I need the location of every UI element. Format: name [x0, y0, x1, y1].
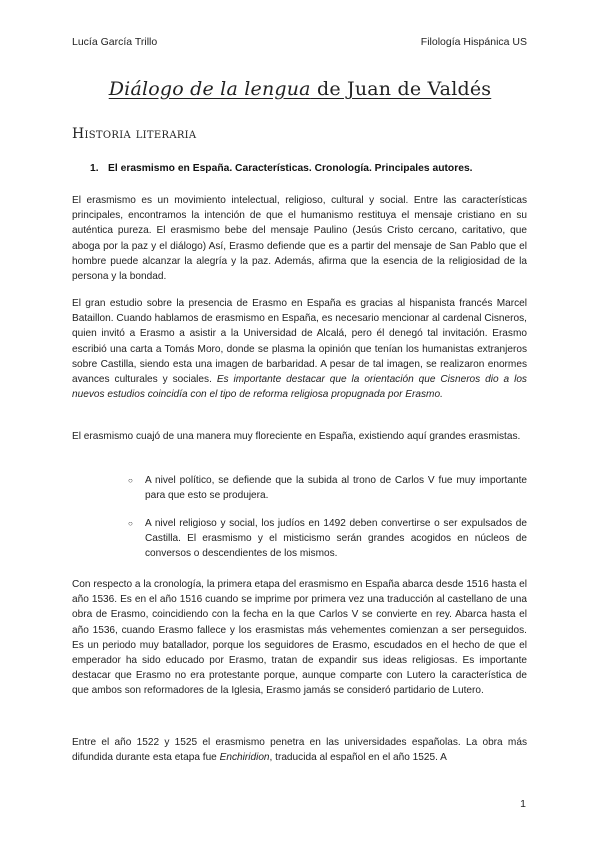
paragraph-chronology: Con respecto a la cronología, la primera etapa del erasmismo en España abarca desde 1516 hasta el año 1536. Es en el año 1516 cuando se imprime por primera vez una traducción al castellano de una obra de Erasmo, coincidiendo con la fecha en la que Carlos V se convierte en rey. Abarca hasta el año 1536, cuando Erasmo fallece y los erasmistas más vehementes comienzan a ser perseguidos. Es un periodo muy batallador, porque los seguidores de Erasmo, escudados en el hecho de que el emperador ha sido educado por Erasmo, tratan de expandir sus ideas religiosas. Es importante destacar que Erasmo no era protestante porque, aunque comparte con Lutero la característica de que ambos son reformadores de la Iglesia, Erasmo jamás se consideró partidario de Lutero. — [72, 579, 527, 697]
paragraph-bataillon-text: El gran estudio sobre la presencia de Erasmo en España es gracias al hispanista francés Marcel Bataillon. Cuando hablamos de erasmismo en España, es necesario mencionar al cardenal Cisneros, quien invitó a Erasmo a asistir a la Universidad de Alcalá, pero él denegó tal invitación. Erasmo escribió una carta a Tomás Moro, donde se plasma la opinión que tenían los humanistas extranjeros sobre Castilla, siendo esta una imagen de barbaridad. A pesar de tal imagen, se realizaron enormes avances culturales y sociales. — [72, 298, 527, 386]
page-number: 1 — [520, 798, 526, 810]
bullet-text: A nivel político, se defiende que la subida al trono de Carlos V fue muy importante para que esto se produjera. — [145, 475, 527, 502]
bullet-circle-icon: ○ — [128, 519, 133, 528]
document-title — [0, 78, 600, 100]
subheading-number: 1. — [90, 163, 99, 174]
title-italic-part: Diálogo de la lengua — [108, 78, 311, 100]
subheading-text: El erasmismo en España. Características. Cronología. Principales autores. — [108, 163, 473, 174]
paragraph-universities — [72, 735, 527, 765]
paragraph-universities-text-b: , traducida al español en el año 1525. A — [269, 752, 447, 764]
bullet-item-religious — [128, 516, 527, 562]
header-author: Lucía García Trillo — [72, 36, 158, 48]
header-course: Filología Hispánica US — [420, 36, 527, 48]
paragraph-erasmistas: El erasmismo cuajó de una manera muy floreciente en España, existiendo aquí grandes erasmistas. — [72, 431, 521, 442]
subheading — [90, 163, 473, 174]
bullet-item-political — [128, 473, 527, 503]
enchiridion-title: Enchiridion — [219, 752, 270, 764]
paragraph-bataillon — [72, 296, 527, 402]
paragraph-universities-text-a: Entre el año 1522 y 1525 el erasmismo penetra en las universidades españolas. La obra más difundida durante esta etapa fue — [72, 737, 527, 764]
section-heading: Historia literaria — [72, 126, 197, 142]
paragraph-characteristics: El erasmismo es un movimiento intelectual, religioso, cultural y social. Entre las características principales, encontramos la intención de que el humanismo restituya el mensaje cristiano en su auténtica pureza. El erasmismo bebe del mensaje Paulino (Jesús Cristo cercano, caritativo, que aboga por la paz y el diálogo) Así, Erasmo defiende que es a partir del mensaje de San Pablo que el hombre puede alcanzar la alegría y la paz. Además, afirma que la esencia de la religiosidad de la persona y la bondad. — [72, 195, 527, 283]
paragraph-bataillon-italic: Es importante destacar que la orientación que Cisneros dio a los nuevos estudios coincidía con el tipo de reforma religiosa propugnada por Erasmo. — [72, 374, 527, 401]
title-rest: de Juan de Valdés — [310, 78, 492, 100]
bullet-text: A nivel religioso y social, los judíos en 1492 deben convertirse o ser expulsados de Castilla. El erasmismo y el misticismo serán grandes acogidos en núcleos de conversos o descendientes de los mismos. — [145, 518, 527, 560]
bullet-circle-icon: ○ — [128, 476, 133, 485]
